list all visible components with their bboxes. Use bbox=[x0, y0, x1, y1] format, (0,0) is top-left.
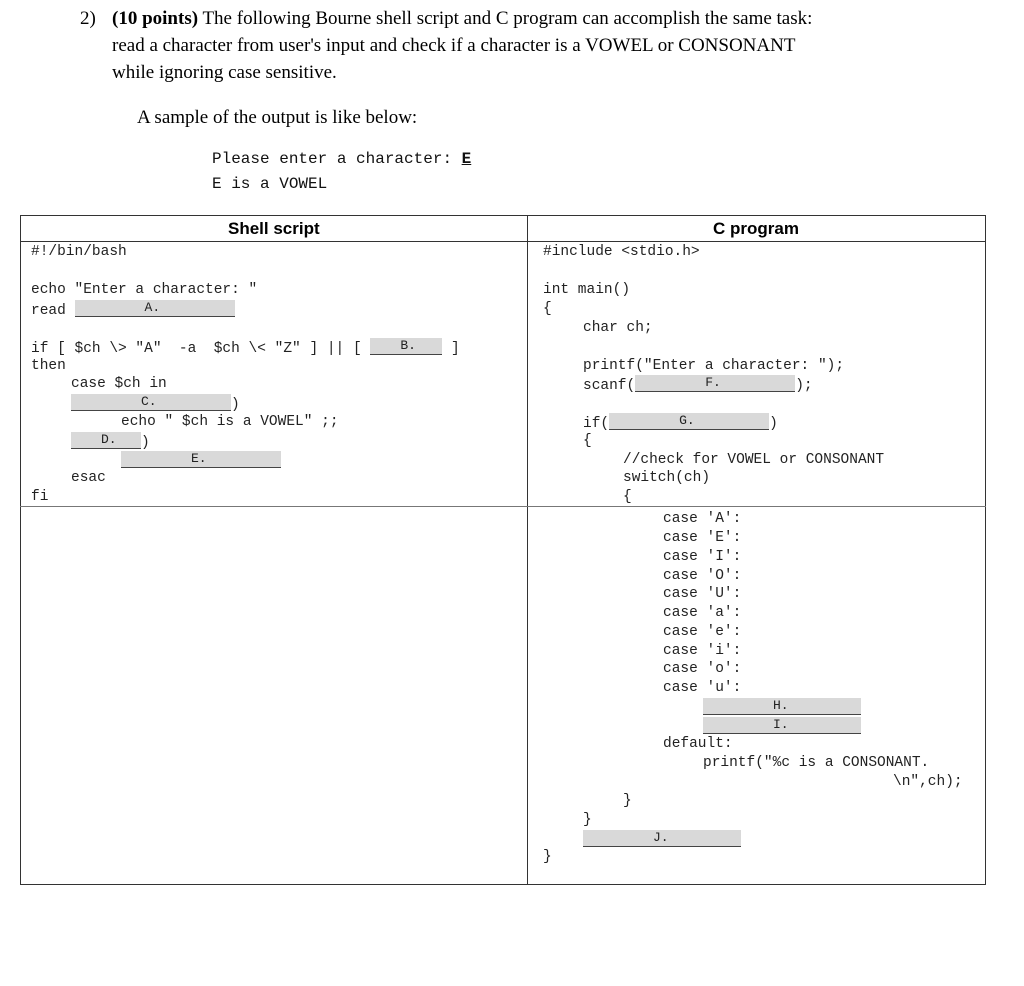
blank-i-label: I. bbox=[773, 717, 789, 732]
c-case-o-upper: case 'O': bbox=[663, 568, 742, 584]
c-open-brace-3: { bbox=[623, 489, 632, 505]
shell-paren-c: ) bbox=[231, 397, 240, 413]
sample-input: E bbox=[461, 150, 472, 168]
c-printf-consonant-cont: \n",ch); bbox=[893, 774, 963, 790]
shell-case-c-line bbox=[71, 394, 240, 414]
c-printf: printf("Enter a character: "); bbox=[583, 358, 845, 374]
shell-cell-bottom-edge bbox=[20, 506, 528, 507]
c-if-close: ) bbox=[769, 416, 778, 432]
shell-script-header: Shell script bbox=[228, 219, 320, 238]
blank-b-label: B. bbox=[400, 338, 416, 353]
shell-echo-vowel: echo " $ch is a VOWEL" ;; bbox=[121, 414, 339, 430]
shell-read: read bbox=[31, 303, 75, 319]
c-scanf: scanf( bbox=[583, 378, 636, 394]
shell-if-close: ] bbox=[442, 341, 460, 357]
sample-output-line-2: E is a VOWEL bbox=[212, 175, 328, 193]
shell-if: if [ $ch \> "A" -a $ch \< "Z" ] || [ bbox=[31, 341, 371, 357]
sample-intro: A sample of the output is like below: bbox=[137, 107, 418, 128]
blank-c[interactable] bbox=[71, 394, 231, 411]
shell-case-d-line bbox=[71, 432, 150, 452]
blank-j[interactable] bbox=[583, 830, 741, 847]
sample-prompt: Please enter a character: bbox=[212, 150, 462, 168]
blank-j-label: J. bbox=[653, 830, 669, 845]
shell-if-line bbox=[31, 338, 460, 358]
c-open-brace-2: { bbox=[583, 433, 592, 449]
c-printf-consonant: printf("%c is a CONSONANT. bbox=[703, 755, 930, 771]
shell-paren-d: ) bbox=[141, 435, 150, 451]
shell-fi: fi bbox=[31, 489, 49, 505]
shell-then: then bbox=[31, 358, 66, 374]
c-close-brace-2: } bbox=[583, 812, 592, 828]
blank-d[interactable] bbox=[71, 432, 141, 449]
shell-read-line bbox=[31, 300, 235, 320]
question-text-1: The following Bourne shell script and C program can accomplish the same task: bbox=[198, 8, 813, 29]
c-if: if( bbox=[583, 416, 610, 432]
blank-b[interactable] bbox=[370, 338, 442, 355]
question-line-3: while ignoring case sensitive. bbox=[112, 62, 337, 83]
c-switch: switch(ch) bbox=[623, 470, 711, 486]
blank-g-label: G. bbox=[679, 413, 695, 428]
c-h-line bbox=[703, 698, 861, 718]
table-header-rule bbox=[20, 241, 986, 242]
c-comment: //check for VOWEL or CONSONANT bbox=[623, 452, 885, 468]
c-case-o-lower: case 'o': bbox=[663, 661, 742, 677]
blank-f[interactable] bbox=[635, 375, 795, 392]
c-close-brace-1: } bbox=[543, 849, 552, 865]
c-close-brace-3: } bbox=[623, 793, 632, 809]
blank-a[interactable] bbox=[75, 300, 235, 317]
blank-g[interactable] bbox=[609, 413, 769, 430]
c-case-a-lower: case 'a': bbox=[663, 605, 742, 621]
c-cell-top-edge bbox=[528, 506, 986, 507]
c-open-brace-1: { bbox=[543, 301, 552, 317]
c-case-i-lower: case 'i': bbox=[663, 643, 742, 659]
c-default: default: bbox=[663, 736, 733, 752]
c-j-line bbox=[583, 830, 741, 850]
shell-e-line bbox=[121, 451, 281, 471]
c-case-i-upper: case 'I': bbox=[663, 549, 742, 565]
blank-d-label: D. bbox=[101, 432, 117, 447]
sample-output-line-1 bbox=[212, 150, 471, 168]
c-case-u-lower: case 'u': bbox=[663, 680, 742, 696]
blank-e-label: E. bbox=[191, 451, 207, 466]
question-line-2: read a character from user's input and check if a character is a VOWEL or CONSONANT bbox=[112, 35, 796, 56]
blank-a-label: A. bbox=[144, 300, 161, 315]
blank-h-label: H. bbox=[773, 698, 789, 713]
c-scanf-close: ); bbox=[795, 378, 813, 394]
c-main: int main() bbox=[543, 282, 631, 298]
question-line-1 bbox=[112, 8, 812, 30]
c-case-e-upper: case 'E': bbox=[663, 530, 742, 546]
c-program-header: C program bbox=[713, 219, 799, 238]
c-if-line bbox=[583, 413, 778, 433]
shell-esac: esac bbox=[71, 470, 106, 486]
shell-echo: echo "Enter a character: " bbox=[31, 282, 258, 298]
blank-h[interactable] bbox=[703, 698, 861, 715]
blank-c-label: C. bbox=[141, 394, 157, 409]
c-case-a-upper: case 'A': bbox=[663, 511, 742, 527]
blank-f-label: F. bbox=[705, 375, 721, 390]
c-include: #include <stdio.h> bbox=[543, 244, 700, 260]
c-case-u-upper: case 'U': bbox=[663, 586, 742, 602]
c-decl: char ch; bbox=[583, 320, 653, 336]
shell-case: case $ch in bbox=[71, 376, 167, 392]
table-divider bbox=[527, 215, 528, 885]
c-scanf-line bbox=[583, 375, 813, 395]
blank-e[interactable] bbox=[121, 451, 281, 468]
question-number: 2) bbox=[80, 8, 96, 29]
c-i-line bbox=[703, 717, 861, 737]
c-case-e-lower: case 'e': bbox=[663, 624, 742, 640]
blank-i[interactable] bbox=[703, 717, 861, 734]
question-points: (10 points) bbox=[112, 8, 199, 29]
shell-shebang: #!/bin/bash bbox=[31, 244, 127, 260]
